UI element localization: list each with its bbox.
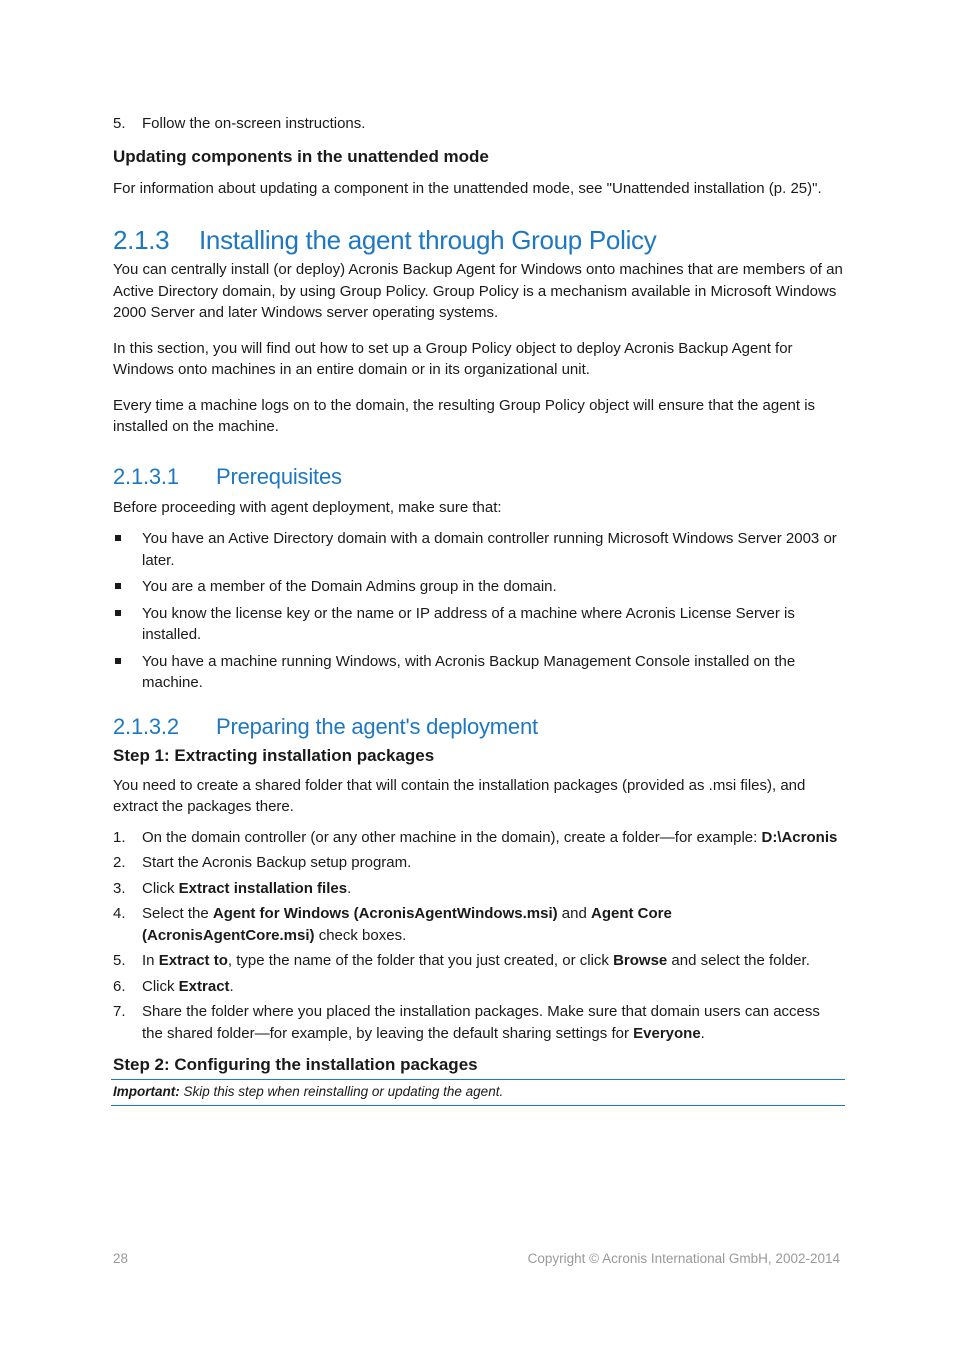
paragraph: You need to create a shared folder that will contain the installation packages (provided as .msi files), and extract the packages there. <box>113 776 806 815</box>
list-item: 3. Click Extract installation files. <box>113 879 352 897</box>
prerequisites-list <box>113 528 843 694</box>
note-text: Skip this step when reinstalling or updating the agent. <box>179 1084 504 1099</box>
section-number: 2.1.3.1 <box>113 463 179 489</box>
steps-list <box>113 827 843 1045</box>
section-heading-2-1-3 <box>113 223 843 257</box>
list-number: 5. <box>113 115 126 132</box>
bullet-icon <box>113 651 142 694</box>
section-title: Installing the agent through Group Policy <box>199 225 657 255</box>
paragraph: Before proceeding with agent deployment, make sure that: <box>113 498 502 516</box>
list-item: 4. Select the Agent for Windows (AcronisAgentWindows.msi) and Agent Core (AcronisAgentCore.msi) check boxes. <box>113 905 672 944</box>
note-label: Important: <box>113 1084 180 1099</box>
list-item: 7. Share the folder where you placed the installation packages. Make sure that domain users can access the shared folder—for example, by leaving the default sharing settings for Everyone. <box>113 1003 820 1042</box>
bullet-icon <box>113 576 142 598</box>
page-number: 28 <box>113 1251 129 1266</box>
list-item: You have a machine running Windows, with Acronis Backup Management Console installed on the machine. <box>113 651 843 694</box>
paragraph: For information about updating a component in the unattended mode, see "Unattended installation (p. 25)". <box>113 179 822 197</box>
subheading-step2: Step 2: Configuring the installation packages <box>113 1055 478 1074</box>
section-heading-2-1-3-1 <box>113 462 843 492</box>
section-title: Prerequisites <box>216 463 342 489</box>
list-item: 1. On the domain controller (or any other machine in the domain), create a folder—for example: D:\Acronis <box>113 828 838 846</box>
list-item: You know the license key or the name or IP address of a machine where Acronis License Server is installed. <box>113 603 843 646</box>
list-text: Follow the on-screen instructions. <box>142 115 366 132</box>
paragraph: You can centrally install (or deploy) Acronis Backup Agent for Windows onto machines that are members of an Active Directory domain, by using Group Policy. Group Policy is a mechanism available in Microsoft Windows 2000 Server and later Windows server operating systems. <box>113 261 843 321</box>
important-note <box>111 1079 845 1106</box>
list-item: You have an Active Directory domain with a domain controller running Microsoft Windows Server 2003 or later. <box>113 528 843 571</box>
section-title: Preparing the agent's deployment <box>216 713 538 739</box>
paragraph: In this section, you will find out how to set up a Group Policy object to deploy Acronis Backup Agent for Windows onto machines in an entire domain or in its organizational unit. <box>113 339 793 378</box>
copyright-text: Copyright © Acronis International GmbH, 2002-2014 <box>527 1251 840 1266</box>
list-item <box>113 113 843 135</box>
list-item: You are a member of the Domain Admins group in the domain. <box>113 576 843 598</box>
section-number: 2.1.3.2 <box>113 713 179 739</box>
list-item: 2. Start the Acronis Backup setup program. <box>113 854 412 871</box>
list-item: 6. Click Extract. <box>113 977 234 995</box>
section-heading-2-1-3-2 <box>113 712 843 742</box>
section-number: 2.1.3 <box>113 225 170 255</box>
subheading-unattended: Updating components in the unattended mode <box>113 146 489 166</box>
page-content <box>113 113 843 1106</box>
paragraph: Every time a machine logs on to the domain, the resulting Group Policy object will ensure that the agent is installed on the machine. <box>113 396 816 435</box>
subheading-step1: Step 1: Extracting installation packages <box>113 745 435 765</box>
list-item: 5. In Extract to, type the name of the folder that you just created, or click Browse and select the folder. <box>113 952 810 969</box>
bullet-icon <box>113 603 142 646</box>
bullet-icon <box>113 528 142 571</box>
